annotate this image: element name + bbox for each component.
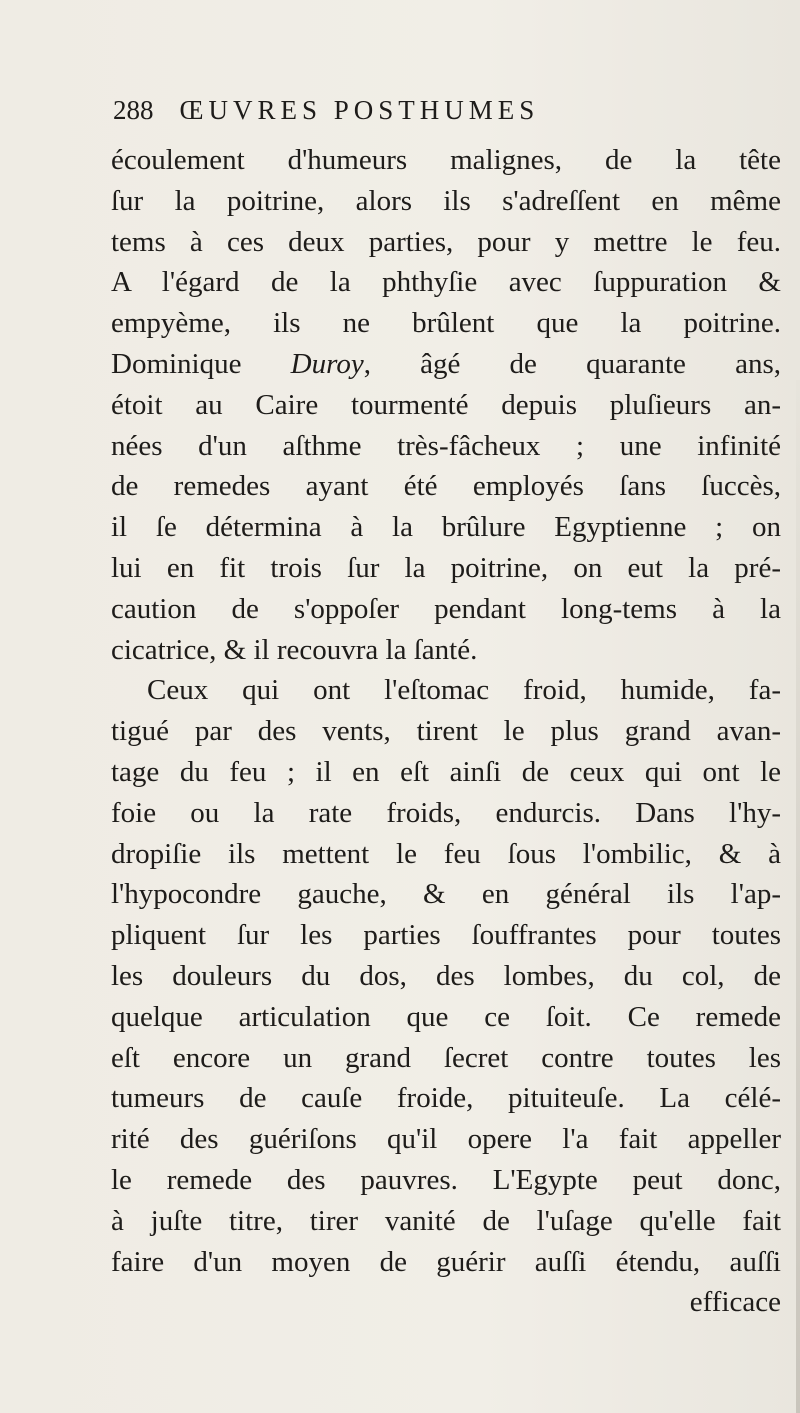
text-line: foie ou la rate froids, endurcis. Dans l'hy- xyxy=(111,796,781,829)
text-line: A l'égard de la phthyſie avec ſuppuration & xyxy=(111,266,781,299)
running-title: ŒUVRES POSTHUMES xyxy=(179,95,540,125)
page-number: 288 xyxy=(113,95,154,125)
text-line: cicatrice, & il recouvra la ſanté. xyxy=(111,633,478,666)
text-line: nées d'un aſthme très-fâcheux ; une infinité xyxy=(111,429,781,462)
text-line: il ſe détermina à la brûlure Egyptienne ; on xyxy=(111,511,781,544)
text-line: faire d'un moyen de guérir auſſi étendu, auſſi xyxy=(111,1245,781,1278)
text-line: Dominique Duroy, âgé de quarante ans, xyxy=(111,347,781,380)
text-line: de remedes ayant été employés ſans ſuccès, xyxy=(111,470,781,503)
text-line: eſt encore un grand ſecret contre toutes les xyxy=(111,1041,781,1074)
text-line: pliquent ſur les parties ſouffrantes pour toutes xyxy=(111,919,781,952)
text-line: tage du feu ; il en eſt ainſi de ceux qui ont le xyxy=(111,755,781,788)
page-edge-shadow xyxy=(796,380,800,1413)
text-line: ſur la poitrine, alors ils s'adreſſent en même xyxy=(111,184,781,217)
italic-name: Duroy xyxy=(290,347,364,380)
body-text xyxy=(111,140,781,1323)
text-line: rité des guériſons qu'il opere l'a fait appeller xyxy=(111,1123,781,1156)
text-line: à juſte titre, tirer vanité de l'uſage qu'elle fait xyxy=(111,1204,781,1237)
text-line: efficace xyxy=(689,1286,781,1319)
text-line: l'hypocondre gauche, & en général ils l'ap- xyxy=(111,878,781,911)
text-line: lui en fit trois ſur la poitrine, on eut la pré- xyxy=(111,551,781,584)
text-line: quelque articulation que ce ſoit. Ce remede xyxy=(111,1000,781,1033)
text-line: tumeurs de cauſe froide, pituiteuſe. La célé- xyxy=(111,1082,781,1115)
running-head xyxy=(113,92,773,128)
text-line: le remede des pauvres. L'Egypte peut donc, xyxy=(111,1163,781,1196)
text-line: dropiſie ils mettent le feu ſous l'ombilic, & à xyxy=(111,837,781,870)
text-line: écoulement d'humeurs malignes, de la tête xyxy=(111,144,781,176)
text-line: tigué par des vents, tirent le plus grand avan- xyxy=(111,715,781,748)
text-line: tems à ces deux parties, pour y mettre le feu. xyxy=(111,225,781,258)
text-line: étoit au Caire tourmenté depuis pluſieurs an- xyxy=(111,388,781,421)
text-line: caution de s'oppoſer pendant long-tems à la xyxy=(111,592,781,625)
text-line: Ceux qui ont l'eſtomac froid, humide, fa- xyxy=(147,674,781,707)
text-line: empyème, ils ne brûlent que la poitrine. xyxy=(111,307,781,340)
text-line: les douleurs du dos, des lombes, du col, de xyxy=(111,959,781,992)
